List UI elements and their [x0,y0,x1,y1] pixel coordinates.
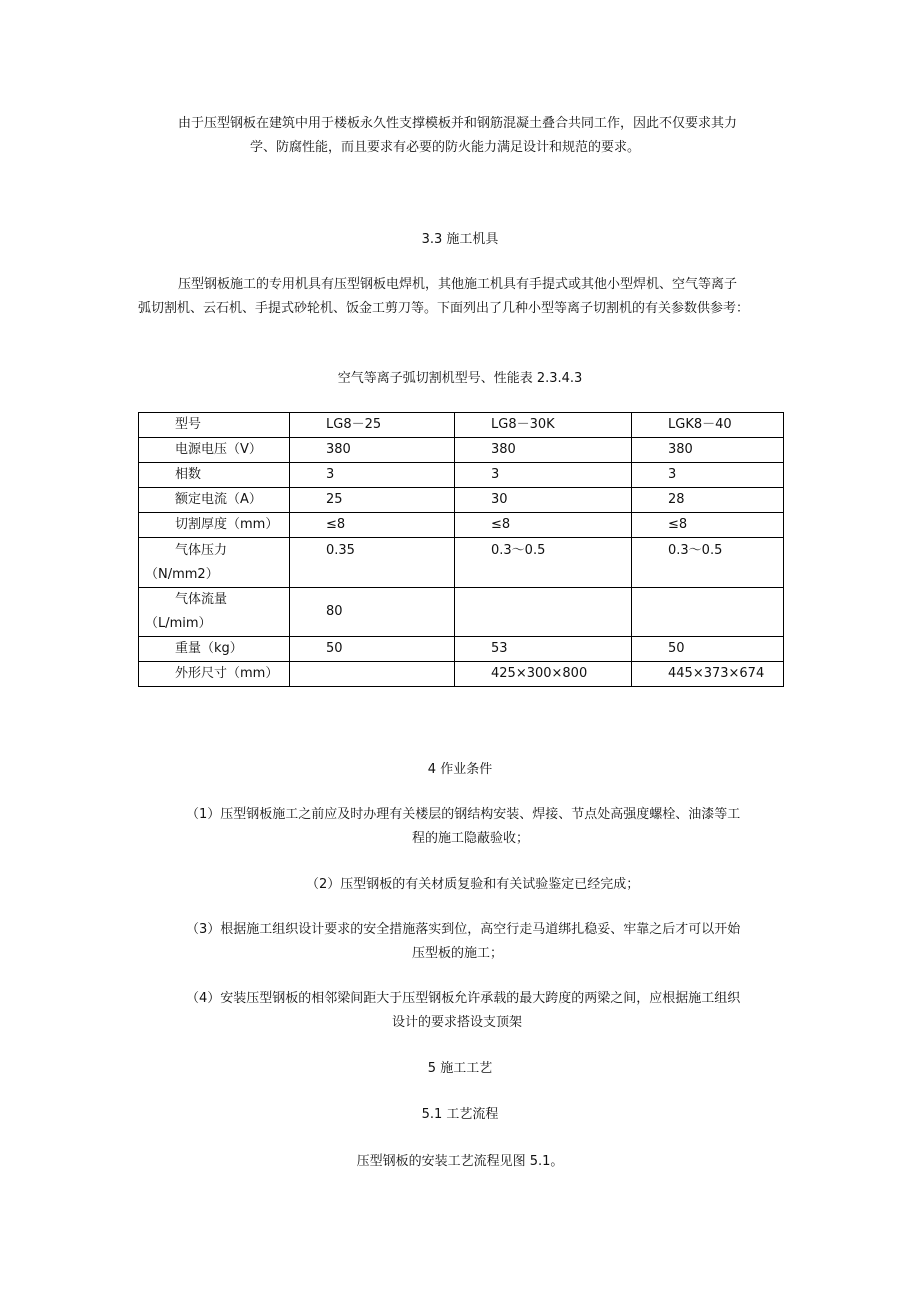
table-cell [632,588,784,637]
table-row [139,662,784,687]
table-row [139,637,784,662]
table-row-label: 重量（kg） [139,637,290,662]
table-cell: 3 [632,463,784,488]
table-cell: 380 [290,438,455,463]
table-row-label-line-2: （L/mim） [145,616,212,631]
table-cell: 425×300×800 [455,662,632,687]
intro-line-2: 学、防腐性能，而且要求有必要的防火能力满足设计和规范的要求。 [250,140,641,155]
spec-table [138,412,784,687]
section-5-1-text: 压型钢板的安装工艺流程见图 5.1。 [356,1154,564,1169]
section-3-3-heading: 3.3 施工机具 [421,232,499,247]
table-row-label-line-2: （N/mm2） [145,566,219,582]
table-header-cell: LGK8－40 [632,413,784,438]
table-row-label-line-1: 气体压力 [175,542,228,558]
table-cell [455,588,632,637]
table-cell: 28 [632,488,784,513]
table-row-label-line-1: 气体流量 [175,592,228,607]
section-4-item-3-line-2: 压型板的施工； [412,946,504,961]
section-4-item-1-line-1: （1）压型钢板施工之前应及时办理有关楼层的钢结构安装、焊接、节点处高强度螺栓、油漆等工 [186,807,741,822]
table-cell: 30 [455,488,632,513]
section-4-item-4-line-1: （4）安装压型钢板的相邻梁间距大于压型钢板允许承载的最大跨度的两梁之间，应根据施工组织 [186,991,741,1006]
table-cell: 50 [632,637,784,662]
table-caption: 空气等离子弧切割机型号、性能表 2.3.4.3 [337,371,583,386]
table-cell: 380 [455,438,632,463]
section-3-3-para-line-2: 弧切割机、云石机、手提式砂轮机、饭金工剪刀等。下面列出了几种小型等离子切割机的有关参数供参考： [138,301,750,316]
table-cell: 25 [290,488,455,513]
section-4-item-2: （2）压型钢板的有关材质复验和有关试验鉴定已经完成； [306,877,640,892]
table-row-label: 电源电压（V） [139,438,290,463]
table-cell: 445×373×674 [632,662,784,687]
table-cell: 53 [455,637,632,662]
table-cell: 50 [290,637,455,662]
table-row [139,463,784,488]
table-row-label [139,538,290,588]
table-row-label: 切割厚度（mm） [139,513,290,538]
table-cell: 3 [290,463,455,488]
section-4-item-1-line-2: 程的施工隐蔽验收； [412,831,530,846]
section-4-item-3-line-1: （3）根据施工组织设计要求的安全措施落实到位，高空行走马道绑扎稳妥、牢靠之后才可以开始 [186,922,741,937]
table-row-label: 相数 [139,463,290,488]
table-row [139,513,784,538]
table-row [139,538,784,588]
table-cell: 380 [632,438,784,463]
intro-line-1: 由于压型钢板在建筑中用于楼板永久性支撑模板并和钢筋混凝土叠合共同工作，因此不仅要求其力 [178,116,738,131]
table-header-cell: LG8－30K [455,413,632,438]
table-header-row [139,413,784,438]
table-row-label [139,588,290,637]
section-4-item-4-line-2: 设计的要求搭设支顶架 [392,1015,523,1030]
table-header-cell: LG8－25 [290,413,455,438]
table-row-label: 额定电流（A） [139,488,290,513]
table-cell: 0.3～0.5 [632,538,784,588]
section-3-3-para-line-1: 压型钢板施工的专用机具有压型钢板电焊机，其他施工机具有手提式或其他小型焊机、空气等离子 [178,277,738,292]
table-cell: 3 [455,463,632,488]
section-5-1-heading: 5.1 工艺流程 [421,1107,499,1122]
section-5-heading: 5 施工工艺 [427,1061,493,1076]
table-row [139,488,784,513]
table-header-cell: 型号 [139,413,290,438]
table-row-label: 外形尺寸（mm） [139,662,290,687]
table-row [139,438,784,463]
section-4-heading: 4 作业条件 [427,762,493,777]
table-cell: 0.3～0.5 [455,538,632,588]
table-cell: ≤8 [455,513,632,538]
table-cell: ≤8 [632,513,784,538]
table-row [139,588,784,637]
table-cell: 80 [290,588,455,637]
table-cell: ≤8 [290,513,455,538]
table-cell: 0.35 [290,538,455,588]
table-cell [290,662,455,687]
